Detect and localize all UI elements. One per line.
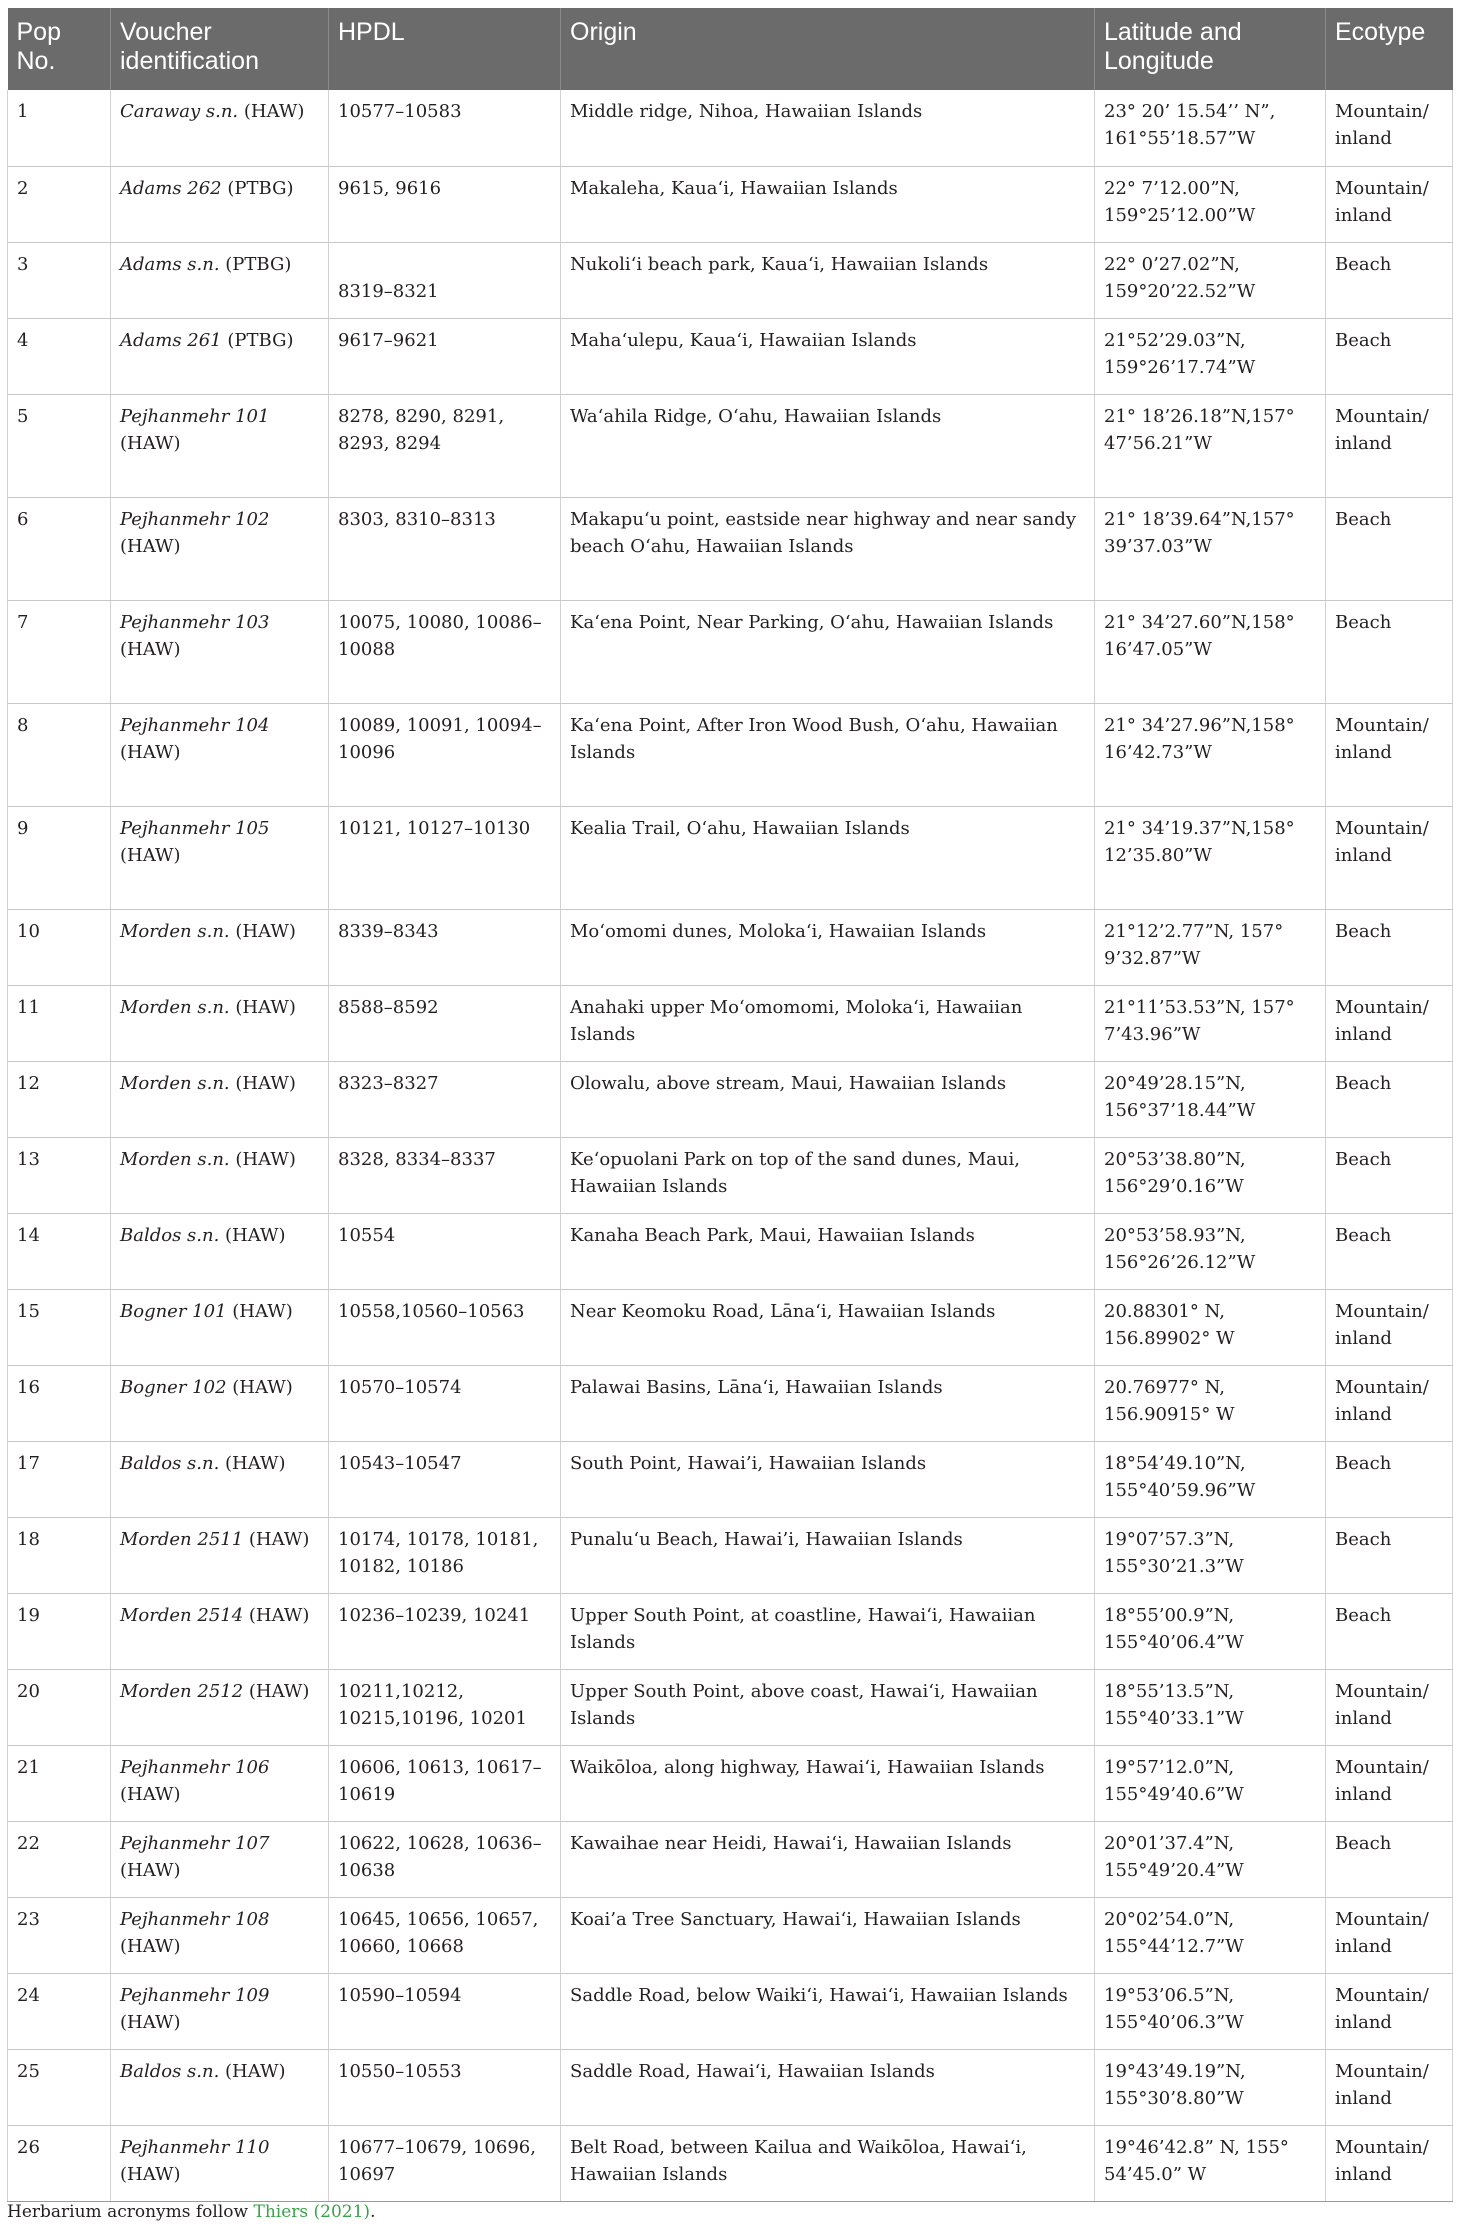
hpdl-value: 8588–8592: [338, 996, 439, 1018]
voucher-herbarium: (HAW): [243, 1680, 310, 1702]
voucher-collector: Morden s.n.: [120, 920, 230, 942]
voucher-herbarium: (HAW): [238, 101, 305, 122]
cell-hpdl: [329, 90, 561, 166]
footnote-end: .: [370, 2202, 376, 2222]
table-row: [8, 1061, 1453, 1137]
cell-origin: Koai’a Tree Sanctuary, Hawai‘i, Hawaiian Islands: [561, 1897, 1095, 1973]
hpdl-value: 8323–8327: [338, 1072, 439, 1094]
table-row: [8, 909, 1453, 985]
voucher-herbarium: (HAW): [229, 996, 296, 1018]
cell-lat-lon: 18°55’13.5”N, 155°40’33.1”W: [1095, 1669, 1326, 1745]
cell-origin: Wa‘ahila Ridge, O‘ahu, Hawaiian Islands: [561, 394, 1095, 497]
voucher-collector: Caraway s.n.: [120, 101, 239, 122]
cell-lat-lon: 20°02’54.0”N, 155°44’12.7”W: [1095, 1897, 1326, 1973]
cell-hpdl: [329, 1669, 561, 1745]
cell-lat-lon: 21° 18’26.18”N,157° 47’56.21”W: [1095, 394, 1326, 497]
cell-lat-lon: 21°52’29.03”N, 159°26’17.74”W: [1095, 318, 1326, 394]
table-row: [8, 90, 1453, 166]
cell-voucher: [111, 2049, 329, 2125]
cell-origin: Nukoli‘i beach park, Kaua‘i, Hawaiian Islands: [561, 242, 1095, 318]
cell-voucher: [111, 1213, 329, 1289]
voucher-collector: Morden s.n.: [120, 996, 230, 1018]
cell-lat-lon: 19°07’57.3”N, 155°30’21.3”W: [1095, 1517, 1326, 1593]
cell-lat-lon: 19°46’42.8” N, 155° 54’45.0” W: [1095, 2125, 1326, 2201]
voucher-herbarium: (HAW): [243, 1604, 310, 1626]
cell-ecotype: Beach: [1326, 1061, 1453, 1137]
cell-origin: Upper South Point, at coastline, Hawai‘i, Hawaiian Islands: [561, 1593, 1095, 1669]
cell-pop-no: 15: [8, 1289, 111, 1365]
voucher-collector: Morden 2512: [120, 1680, 244, 1702]
cell-ecotype: Beach: [1326, 1517, 1453, 1593]
voucher-collector: Pejhanmehr 106: [120, 1756, 270, 1778]
table-row: [8, 806, 1453, 909]
cell-hpdl: [329, 318, 561, 394]
table-row: [8, 242, 1453, 318]
voucher-herbarium: (PTBG): [221, 329, 294, 351]
cell-ecotype: Beach: [1326, 242, 1453, 318]
cell-pop-no: 1: [8, 90, 111, 166]
header-voucher: Voucher identification: [111, 8, 329, 90]
voucher-collector: Pejhanmehr 104: [120, 714, 270, 736]
cell-pop-no: 14: [8, 1213, 111, 1289]
cell-pop-no: 12: [8, 1061, 111, 1137]
hpdl-value: 10622, 10628, 10636–10638: [338, 1832, 542, 1881]
cell-hpdl: [329, 1213, 561, 1289]
voucher-herbarium: (HAW): [120, 741, 181, 763]
cell-lat-lon: 21° 34’27.60”N,158° 16’47.05”W: [1095, 600, 1326, 703]
cell-hpdl: [329, 2049, 561, 2125]
table-row: [8, 703, 1453, 806]
cell-ecotype: Mountain/ inland: [1326, 1669, 1453, 1745]
cell-hpdl: [329, 1365, 561, 1441]
cell-hpdl: [329, 2125, 561, 2201]
table-body: [8, 90, 1453, 2201]
cell-voucher: [111, 1669, 329, 1745]
cell-voucher: [111, 703, 329, 806]
cell-hpdl: [329, 703, 561, 806]
hpdl-value: 10577–10583: [338, 101, 462, 122]
voucher-collector: Pejhanmehr 105: [120, 817, 270, 839]
cell-ecotype: Beach: [1326, 1213, 1453, 1289]
voucher-collector: Morden s.n.: [120, 1072, 230, 1094]
voucher-collector: Morden s.n.: [120, 1148, 230, 1170]
table-row: [8, 1289, 1453, 1365]
cell-ecotype: Mountain/ inland: [1326, 1973, 1453, 2049]
table-row: [8, 166, 1453, 242]
cell-hpdl: [329, 1821, 561, 1897]
cell-ecotype: Mountain/ inland: [1326, 1365, 1453, 1441]
cell-origin: Olowalu, above stream, Maui, Hawaiian Islands: [561, 1061, 1095, 1137]
cell-lat-lon: 21° 34’27.96”N,158° 16’42.73”W: [1095, 703, 1326, 806]
hpdl-value: 9615, 9616: [338, 177, 442, 199]
cell-pop-no: 20: [8, 1669, 111, 1745]
cell-pop-no: 10: [8, 909, 111, 985]
cell-lat-lon: 21° 34’19.37”N,158° 12’35.80”W: [1095, 806, 1326, 909]
cell-voucher: [111, 1517, 329, 1593]
cell-ecotype: Mountain/ inland: [1326, 2049, 1453, 2125]
cell-ecotype: Mountain/ inland: [1326, 1897, 1453, 1973]
cell-hpdl: [329, 1973, 561, 2049]
cell-pop-no: 19: [8, 1593, 111, 1669]
cell-pop-no: 7: [8, 600, 111, 703]
cell-lat-lon: 18°54’49.10”N, 155°40’59.96”W: [1095, 1441, 1326, 1517]
cell-origin: Kawaihae near Heidi, Hawai‘i, Hawaiian Islands: [561, 1821, 1095, 1897]
cell-pop-no: 26: [8, 2125, 111, 2201]
table-row: [8, 1441, 1453, 1517]
cell-hpdl: [329, 1137, 561, 1213]
hpdl-value: 10590–10594: [338, 1984, 462, 2006]
table-row: [8, 318, 1453, 394]
voucher-herbarium: (HAW): [120, 2163, 181, 2185]
cell-ecotype: Mountain/ inland: [1326, 2125, 1453, 2201]
cell-pop-no: 17: [8, 1441, 111, 1517]
cell-lat-lon: 20°53’38.80”N, 156°29’0.16”W: [1095, 1137, 1326, 1213]
specimen-table: [7, 8, 1453, 2202]
cell-lat-lon: 21°11’53.53”N, 157° 7’43.96”W: [1095, 985, 1326, 1061]
voucher-herbarium: (HAW): [229, 1148, 296, 1170]
hpdl-value: 10570–10574: [338, 1376, 462, 1398]
cell-lat-lon: 19°57’12.0”N, 155°49’40.6”W: [1095, 1745, 1326, 1821]
hpdl-value: 10543–10547: [338, 1452, 462, 1474]
hpdl-value: 9617–9621: [338, 329, 439, 351]
cell-pop-no: 2: [8, 166, 111, 242]
cell-voucher: [111, 497, 329, 600]
cell-hpdl: [329, 1897, 561, 1973]
header-lat-lon: Latitude and Longitude: [1095, 8, 1326, 90]
voucher-herbarium: (HAW): [229, 1072, 296, 1094]
voucher-herbarium: (HAW): [120, 535, 181, 557]
cell-voucher: [111, 318, 329, 394]
cell-voucher: [111, 985, 329, 1061]
hpdl-value: 8328, 8334–8337: [338, 1148, 496, 1170]
voucher-collector: Baldos s.n.: [120, 1224, 220, 1246]
hpdl-value: 10606, 10613, 10617–10619: [338, 1756, 542, 1805]
cell-voucher: [111, 1441, 329, 1517]
cell-lat-lon: 22° 7’12.00”N, 159°25’12.00”W: [1095, 166, 1326, 242]
footnote-reference-link[interactable]: Thiers (2021): [253, 2202, 371, 2222]
cell-lat-lon: 22° 0’27.02”N, 159°20’22.52”W: [1095, 242, 1326, 318]
cell-origin: Middle ridge, Nihoa, Hawaiian Islands: [561, 90, 1095, 166]
hpdl-value: 10554: [338, 1224, 396, 1246]
cell-origin: Ka‘ena Point, After Iron Wood Bush, O‘ahu, Hawaiian Islands: [561, 703, 1095, 806]
cell-origin: Near Keomoku Road, Lāna‘i, Hawaiian Islands: [561, 1289, 1095, 1365]
voucher-herbarium: (HAW): [120, 1935, 181, 1957]
cell-ecotype: Mountain/ inland: [1326, 90, 1453, 166]
cell-origin: Maha‘ulepu, Kaua‘i, Hawaiian Islands: [561, 318, 1095, 394]
table-row: [8, 1973, 1453, 2049]
cell-ecotype: Beach: [1326, 909, 1453, 985]
cell-origin: Kanaha Beach Park, Maui, Hawaiian Islands: [561, 1213, 1095, 1289]
cell-voucher: [111, 1593, 329, 1669]
voucher-herbarium: (HAW): [120, 1783, 181, 1805]
voucher-herbarium: (HAW): [219, 1224, 286, 1246]
cell-voucher: [111, 600, 329, 703]
table-row: [8, 1897, 1453, 1973]
table-row: [8, 394, 1453, 497]
cell-hpdl: [329, 497, 561, 600]
cell-lat-lon: 18°55’00.9”N, 155°40’06.4”W: [1095, 1593, 1326, 1669]
voucher-collector: Pejhanmehr 109: [120, 1984, 270, 2006]
cell-lat-lon: 20.88301° N, 156.89902° W: [1095, 1289, 1326, 1365]
cell-ecotype: Beach: [1326, 1821, 1453, 1897]
cell-lat-lon: 20.76977° N, 156.90915° W: [1095, 1365, 1326, 1441]
cell-ecotype: Mountain/ inland: [1326, 703, 1453, 806]
cell-origin: Makaleha, Kaua‘i, Hawaiian Islands: [561, 166, 1095, 242]
cell-hpdl: [329, 1441, 561, 1517]
cell-ecotype: Beach: [1326, 497, 1453, 600]
cell-pop-no: 21: [8, 1745, 111, 1821]
hpdl-value: 10121, 10127–10130: [338, 817, 531, 839]
voucher-collector: Baldos s.n.: [120, 2060, 220, 2082]
cell-pop-no: 22: [8, 1821, 111, 1897]
cell-hpdl: [329, 242, 561, 318]
cell-pop-no: 4: [8, 318, 111, 394]
table-row: [8, 1745, 1453, 1821]
hpdl-value: 10174, 10178, 10181, 10182, 10186: [338, 1528, 539, 1577]
voucher-herbarium: (HAW): [243, 1528, 310, 1550]
voucher-herbarium: (PTBG): [219, 253, 292, 275]
cell-hpdl: [329, 806, 561, 909]
cell-origin: Palawai Basins, Lāna‘i, Hawaiian Islands: [561, 1365, 1095, 1441]
voucher-herbarium: (HAW): [229, 920, 296, 942]
hpdl-value: 8319–8321: [338, 280, 439, 302]
voucher-herbarium: (HAW): [120, 638, 181, 660]
cell-lat-lon: 21°12’2.77”N, 157° 9’32.87”W: [1095, 909, 1326, 985]
table-row: [8, 1821, 1453, 1897]
cell-origin: Punalu‘u Beach, Hawai’i, Hawaiian Islands: [561, 1517, 1095, 1593]
cell-origin: South Point, Hawai’i, Hawaiian Islands: [561, 1441, 1095, 1517]
cell-lat-lon: 20°01’37.4”N, 155°49’20.4”W: [1095, 1821, 1326, 1897]
cell-voucher: [111, 806, 329, 909]
cell-ecotype: Beach: [1326, 318, 1453, 394]
table-row: [8, 985, 1453, 1061]
table-row: [8, 1213, 1453, 1289]
voucher-collector: Pejhanmehr 101: [120, 405, 270, 427]
cell-ecotype: Mountain/ inland: [1326, 166, 1453, 242]
specimen-table-container: [7, 8, 1452, 2202]
voucher-herbarium: (HAW): [120, 2011, 181, 2033]
footnote: [7, 2200, 375, 2224]
cell-lat-lon: 23° 20’ 15.54’’ N”, 161°55’18.57”W: [1095, 90, 1326, 166]
table-row: [8, 600, 1453, 703]
cell-hpdl: [329, 1061, 561, 1137]
table-row: [8, 1669, 1453, 1745]
voucher-collector: Pejhanmehr 108: [120, 1908, 270, 1930]
cell-voucher: [111, 1289, 329, 1365]
cell-origin: Saddle Road, Hawai‘i, Hawaiian Islands: [561, 2049, 1095, 2125]
header-pop-no: Pop No.: [8, 8, 111, 90]
cell-hpdl: [329, 985, 561, 1061]
hpdl-value: 8303, 8310–8313: [338, 508, 496, 530]
cell-ecotype: Mountain/ inland: [1326, 985, 1453, 1061]
voucher-collector: Morden 2514: [120, 1604, 244, 1626]
cell-pop-no: 9: [8, 806, 111, 909]
cell-origin: Anahaki upper Mo‘omomomi, Moloka‘i, Hawaiian Islands: [561, 985, 1095, 1061]
cell-lat-lon: 19°53’06.5”N, 155°40’06.3”W: [1095, 1973, 1326, 2049]
cell-lat-lon: 19°43’49.19”N, 155°30’8.80”W: [1095, 2049, 1326, 2125]
cell-hpdl: [329, 600, 561, 703]
cell-pop-no: 23: [8, 1897, 111, 1973]
cell-pop-no: 16: [8, 1365, 111, 1441]
hpdl-value: 10677–10679, 10696, 10697: [338, 2136, 536, 2185]
table-row: [8, 2125, 1453, 2201]
cell-origin: Ka‘ena Point, Near Parking, O‘ahu, Hawaiian Islands: [561, 600, 1095, 703]
cell-ecotype: Beach: [1326, 600, 1453, 703]
table-row: [8, 1593, 1453, 1669]
cell-ecotype: Mountain/ inland: [1326, 1289, 1453, 1365]
voucher-herbarium: (HAW): [120, 844, 181, 866]
cell-origin: Kealia Trail, O‘ahu, Hawaiian Islands: [561, 806, 1095, 909]
cell-pop-no: 13: [8, 1137, 111, 1213]
cell-voucher: [111, 1137, 329, 1213]
cell-origin: Upper South Point, above coast, Hawai‘i, Hawaiian Islands: [561, 1669, 1095, 1745]
voucher-collector: Pejhanmehr 103: [120, 611, 270, 633]
cell-origin: Mo‘omomi dunes, Moloka‘i, Hawaiian Islands: [561, 909, 1095, 985]
voucher-collector: Bogner 102: [120, 1376, 227, 1398]
cell-hpdl: [329, 1289, 561, 1365]
cell-voucher: [111, 90, 329, 166]
table-row: [8, 2049, 1453, 2125]
cell-pop-no: 18: [8, 1517, 111, 1593]
voucher-herbarium: (PTBG): [221, 177, 294, 199]
cell-origin: Waikōloa, along highway, Hawai‘i, Hawaiian Islands: [561, 1745, 1095, 1821]
cell-origin: Belt Road, between Kailua and Waikōloa, Hawai‘i, Hawaiian Islands: [561, 2125, 1095, 2201]
table-row: [8, 1137, 1453, 1213]
cell-pop-no: 11: [8, 985, 111, 1061]
header-row: [8, 8, 1453, 90]
cell-lat-lon: 20°53’58.93”N, 156°26’26.12”W: [1095, 1213, 1326, 1289]
cell-origin: Ke‘opuolani Park on top of the sand dunes, Maui, Hawaiian Islands: [561, 1137, 1095, 1213]
cell-hpdl: [329, 166, 561, 242]
hpdl-value: 10075, 10080, 10086–10088: [338, 611, 542, 660]
voucher-collector: Bogner 101: [120, 1300, 227, 1322]
voucher-herbarium: (HAW): [120, 1859, 181, 1881]
table-row: [8, 497, 1453, 600]
hpdl-value: 10645, 10656, 10657, 10660, 10668: [338, 1908, 539, 1957]
cell-lat-lon: 20°49’28.15”N, 156°37’18.44”W: [1095, 1061, 1326, 1137]
cell-hpdl: [329, 1593, 561, 1669]
cell-voucher: [111, 394, 329, 497]
voucher-collector: Adams 262: [120, 177, 222, 199]
header-origin: Origin: [561, 8, 1095, 90]
cell-voucher: [111, 166, 329, 242]
hpdl-value: 10089, 10091, 10094–10096: [338, 714, 542, 763]
hpdl-value: 10558,10560–10563: [338, 1300, 525, 1322]
cell-hpdl: [329, 1517, 561, 1593]
cell-hpdl: [329, 1745, 561, 1821]
cell-voucher: [111, 1897, 329, 1973]
table-row: [8, 1365, 1453, 1441]
cell-voucher: [111, 1973, 329, 2049]
cell-ecotype: Mountain/ inland: [1326, 806, 1453, 909]
voucher-collector: Pejhanmehr 107: [120, 1832, 270, 1854]
cell-origin: Makapu‘u point, eastside near highway and near sandy beach O‘ahu, Hawaiian Islands: [561, 497, 1095, 600]
cell-voucher: [111, 1745, 329, 1821]
cell-pop-no: 5: [8, 394, 111, 497]
cell-ecotype: Mountain/ inland: [1326, 394, 1453, 497]
hpdl-value: 10236–10239, 10241: [338, 1604, 531, 1626]
cell-hpdl: [329, 909, 561, 985]
header-ecotype: Ecotype: [1326, 8, 1453, 90]
cell-ecotype: Beach: [1326, 1593, 1453, 1669]
voucher-herbarium: (HAW): [120, 432, 181, 454]
table-header: [8, 8, 1453, 90]
cell-origin: Saddle Road, below Waiki‘i, Hawai‘i, Hawaiian Islands: [561, 1973, 1095, 2049]
cell-pop-no: 24: [8, 1973, 111, 2049]
hpdl-value: 8339–8343: [338, 920, 439, 942]
voucher-herbarium: (HAW): [226, 1376, 293, 1398]
cell-pop-no: 8: [8, 703, 111, 806]
cell-voucher: [111, 1061, 329, 1137]
voucher-collector: Baldos s.n.: [120, 1452, 220, 1474]
cell-ecotype: Beach: [1326, 1137, 1453, 1213]
voucher-collector: Pejhanmehr 102: [120, 508, 270, 530]
voucher-collector: Adams 261: [120, 329, 222, 351]
cell-voucher: [111, 909, 329, 985]
cell-ecotype: Mountain/ inland: [1326, 1745, 1453, 1821]
hpdl-value: 10550–10553: [338, 2060, 462, 2082]
header-hpdl: HPDL: [329, 8, 561, 90]
voucher-herbarium: (HAW): [219, 1452, 286, 1474]
cell-pop-no: 3: [8, 242, 111, 318]
voucher-herbarium: (HAW): [226, 1300, 293, 1322]
footnote-text: Herbarium acronyms follow: [7, 2202, 254, 2222]
cell-hpdl: [329, 394, 561, 497]
cell-pop-no: 25: [8, 2049, 111, 2125]
voucher-herbarium: (HAW): [219, 2060, 286, 2082]
cell-voucher: [111, 2125, 329, 2201]
voucher-collector: Adams s.n.: [120, 253, 220, 275]
cell-lat-lon: 21° 18’39.64”N,157° 39’37.03”W: [1095, 497, 1326, 600]
hpdl-value: 10211,10212, 10215,10196, 10201: [338, 1680, 527, 1729]
cell-voucher: [111, 1821, 329, 1897]
voucher-collector: Morden 2511: [120, 1528, 244, 1550]
voucher-collector: Pejhanmehr 110: [120, 2136, 270, 2158]
cell-pop-no: 6: [8, 497, 111, 600]
cell-ecotype: Beach: [1326, 1441, 1453, 1517]
cell-voucher: [111, 242, 329, 318]
cell-voucher: [111, 1365, 329, 1441]
hpdl-value: 8278, 8290, 8291, 8293, 8294: [338, 405, 505, 454]
table-row: [8, 1517, 1453, 1593]
